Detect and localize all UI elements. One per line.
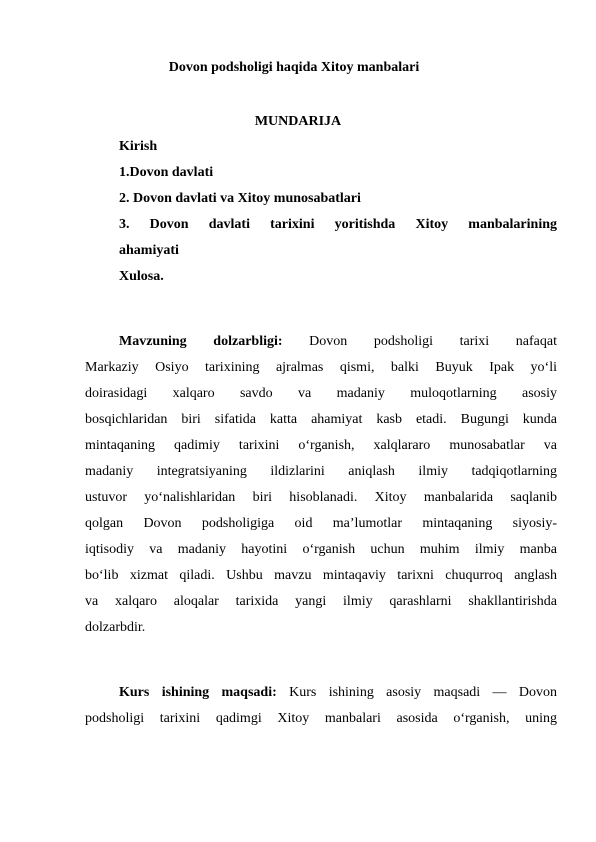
paragraph-line-text: Kurs ishining asosiy maqsadi — Dovon [289,685,557,700]
paragraph-line: ustuvor yo‘nalishlaridan biri hisoblanadi. Xitoy manbalarida saqlanib [85,490,557,505]
toc-item: 2. Dovon davlati va Xitoy munosabatlari [119,191,361,206]
relevance-lead: Mavzuning dolzarbligi: [119,334,283,349]
toc-item-continuation: ahamiyati [119,243,179,258]
paragraph-line: bo‘lib xizmat qiladi. Ushbu mavzu mintaqaviy tarixni chuqurroq anglash [85,568,557,583]
paragraph-line-text: Dovon podsholigi tarixi nafaqat [309,334,557,349]
paragraph-first-line [85,680,557,706]
paragraph-line: doirasidagi xalqaro savdo va madaniy muloqotlarning asosiy [85,386,557,401]
paragraph-line: madaniy integratsiyaning ildizlarini aniqlash ilmiy tadqiqotlarning [85,464,557,479]
paragraph-line: qolgan Dovon podsholigiga oid ma’lumotlar mintaqaning siyosiy- [85,516,557,531]
paragraph-line: dolzarbdir. [85,620,146,635]
paragraph-line: podsholigi tarixini qadimgi Xitoy manbalari asosida o‘rganish, uning [85,711,557,726]
relevance-paragraph [85,329,557,641]
paragraph-line: bosqichlaridan biri sifatida katta ahamiyat kasb etadi. Bugungi kunda [85,412,557,427]
toc-item: Xulosa. [119,269,164,284]
toc-heading: MUNDARIJA [254,114,342,129]
purpose-lead: Kurs ishining maqsadi: [119,685,277,700]
toc-item: Kirish [119,139,158,154]
paragraph-line: va xalqaro aloqalar tarixida yangi ilmiy qarashlarni shakllantirishda [85,594,557,609]
document-title: Dovon podsholigi haqida Xitoy manbalari [168,60,420,75]
purpose-paragraph [85,680,557,732]
paragraph-line: Markaziy Osiyo tarixining ajralmas qismi, balki Buyuk Ipak yo‘li [85,360,557,375]
paragraph-first-line [85,329,557,355]
paragraph-line: iqtisodiy va madaniy hayotini o‘rganish uchun muhim ilmiy manba [85,542,557,557]
paragraph-line: mintaqaning qadimiy tarixini o‘rganish, xalqlararo munosabatlar va [85,438,557,453]
table-of-contents [119,134,557,290]
toc-item: 3. Dovon davlati tarixini yoritishda Xitoy manbalarining [119,217,557,232]
toc-item: 1.Dovon davlati [119,165,214,180]
